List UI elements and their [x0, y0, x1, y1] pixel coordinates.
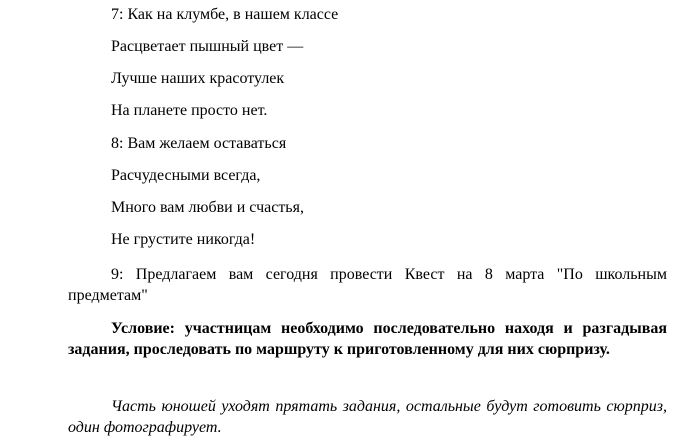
condition-paragraph: Условие: участницам необходимо последовательно находя и разгадывая задания, проследовать по маршруту к приготовленному для них сюрпризу. [68, 320, 667, 358]
note-paragraph: Часть юношей уходят прятать задания, остальные будут готовить сюрприз, один фотографирует. [68, 398, 667, 436]
verse-line: Расчудесными всегда, [111, 167, 261, 184]
verse-line: 7: Как на клумбе, в нашем классе [111, 6, 339, 23]
verse-line: Не грустите никогда! [111, 231, 256, 248]
verse-line: Расцветает пышный цвет — [111, 38, 304, 55]
verse-line: Лучше наших красотулек [111, 70, 285, 87]
quest-paragraph: 9: Предлагаем вам сегодня провести Квест на 8 марта "По школьным предметам" [68, 266, 667, 304]
verse-line: Много вам любви и счастья, [111, 199, 304, 216]
verse-line: 8: Вам желаем оставаться [111, 135, 287, 152]
verse-line: На планете просто нет. [111, 102, 268, 119]
